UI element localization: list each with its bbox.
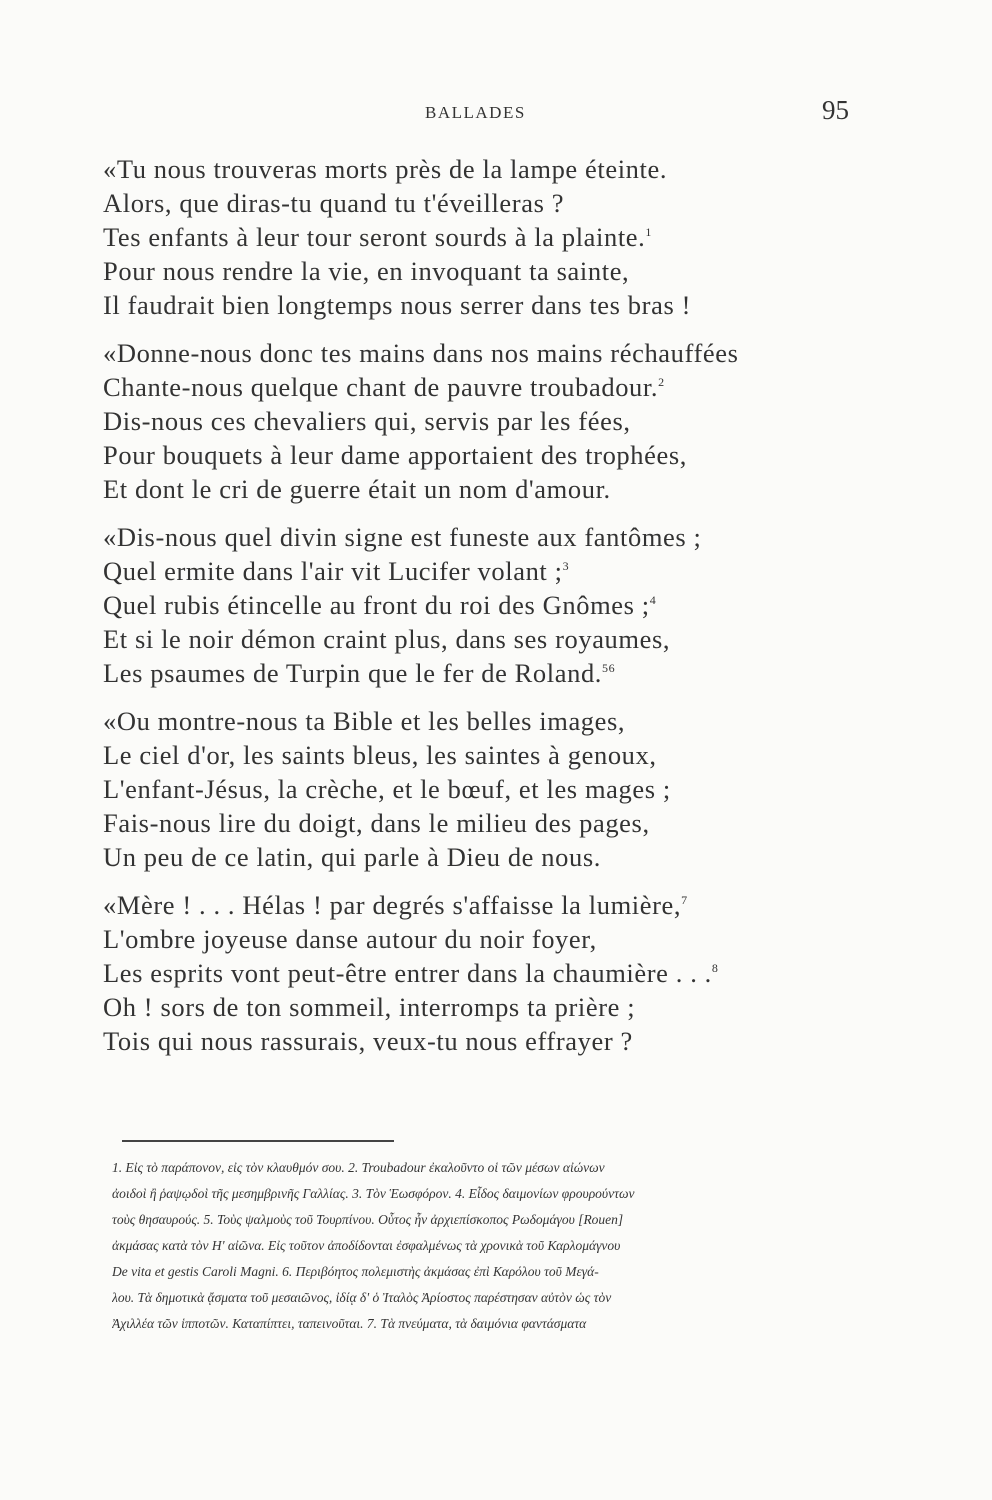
verse-text: Les esprits vont peut-être entrer dans la chaumière . . .	[103, 958, 712, 988]
stanza-1	[103, 152, 893, 322]
verse-line	[103, 956, 893, 990]
verse-text: Oh ! sors de ton sommeil, interromps ta prière ;	[103, 992, 636, 1022]
verse-line	[103, 472, 893, 506]
verse-line	[103, 336, 893, 370]
poem-body	[103, 152, 893, 1072]
verse-line	[103, 186, 893, 220]
verse-line	[103, 656, 893, 690]
verse-text: «Mère ! . . . Hélas ! par degrés s'affaisse la lumière,	[103, 890, 682, 920]
footnote-ref[interactable]: 3	[562, 559, 570, 574]
verse-line	[103, 922, 893, 956]
verse-text: Tois qui nous rassurais, veux-tu nous effrayer ?	[103, 1026, 633, 1056]
verse-line	[103, 772, 893, 806]
footnote-line: τοὺς θησαυρούς. 5. Τοὺς ψαλμοὺς τοῦ Τουρπίνου. Οὗτος ἦν ἀρχιεπίσκοπος Ρωδομάγου [Rouen]	[112, 1212, 624, 1227]
verse-text: L'ombre joyeuse danse autour du noir foyer,	[103, 924, 597, 954]
verse-text: Les psaumes de Turpin que le fer de Roland.	[103, 658, 603, 688]
verse-line	[103, 738, 893, 772]
verse-line	[103, 370, 893, 404]
verse-text: Quel ermite dans l'air vit Lucifer volant ;	[103, 556, 563, 586]
footnote-ref[interactable]: 5	[602, 661, 609, 676]
footnote-line: Ἀχιλλέα τῶν ἱπποτῶν. Καταπίπτει, ταπεινοῦται. 7. Τὰ πνεύματα, τὰ δαιμόνια φαντάσματα	[112, 1316, 587, 1331]
verse-line	[103, 840, 893, 874]
stanza-4	[103, 704, 893, 874]
verse-text: Pour bouquets à leur dame apportaient des trophées,	[103, 440, 687, 470]
stanza-5	[103, 888, 893, 1058]
verse-text: Il faudrait bien longtemps nous serrer dans tes bras !	[103, 290, 692, 320]
verse-line	[103, 404, 893, 438]
stanza-3	[103, 520, 893, 690]
running-title: BALLADES	[425, 103, 526, 122]
verse-line	[103, 554, 893, 588]
verse-text: «Donne-nous donc tes mains dans nos mains réchauffées	[103, 338, 739, 368]
page-number: 95	[822, 95, 849, 125]
footnotes	[112, 1155, 882, 1337]
verse-line	[103, 152, 893, 186]
verse-line	[103, 622, 893, 656]
verse-text: Alors, que diras-tu quand tu t'éveilleras ?	[103, 188, 565, 218]
stanza-2	[103, 336, 893, 506]
footnote-ref[interactable]: 8	[711, 961, 719, 976]
footnote-line: 1. Εἰς τὸ παράπονον, εἰς τὸν κλαυθμόν σου. 2. Troubadour ἐκαλοῦντο οἱ τῶν μέσων αἰώνων	[112, 1160, 605, 1175]
verse-text: Un peu de ce latin, qui parle à Dieu de nous.	[103, 842, 601, 872]
verse-line	[103, 220, 893, 254]
footnote-ref[interactable]: 2	[658, 375, 665, 390]
footnote-ref[interactable]: 7	[681, 893, 688, 908]
verse-text: «Ou montre-nous ta Bible et les belles images,	[103, 706, 626, 736]
verse-line	[103, 704, 893, 738]
verse-text: Quel rubis étincelle au front du roi des Gnômes ;	[103, 590, 650, 620]
verse-text: Chante-nous quelque chant de pauvre troubadour.	[103, 372, 659, 402]
verse-line	[103, 520, 893, 554]
footnote-ref[interactable]: 6	[608, 661, 616, 676]
footnote-line: ἀκμάσας κατὰ τὸν Η' αἰῶνα. Εἰς τοῦτον ἀποδίδονται ἐσφαλμένως τὰ χρονικὰ τοῦ Καρλομάγνου	[112, 1238, 621, 1253]
footnote-line: De vita et gestis Caroli Magni. 6. Περιβόητος πολεμιστὴς ἀκμάσας ἐπὶ Καρόλου τοῦ Μεγά-	[112, 1264, 599, 1279]
footnote-divider	[122, 1140, 394, 1142]
verse-text: «Tu nous trouveras morts près de la lampe éteinte.	[103, 154, 668, 184]
verse-line	[103, 588, 893, 622]
verse-text: Tes enfants à leur tour seront sourds à la plainte.	[103, 222, 646, 252]
verse-line	[103, 888, 893, 922]
page-header	[0, 95, 992, 125]
verse-text: Pour nous rendre la vie, en invoquant ta sainte,	[103, 256, 630, 286]
verse-text: Le ciel d'or, les saints bleus, les saintes à genoux,	[103, 740, 657, 770]
verse-line	[103, 288, 893, 322]
verse-text: Fais-nous lire du doigt, dans le milieu des pages,	[103, 808, 650, 838]
verse-line	[103, 254, 893, 288]
verse-text: L'enfant-Jésus, la crèche, et le bœuf, et les mages ;	[103, 774, 671, 804]
verse-text: Et dont le cri de guerre était un nom d'amour.	[103, 474, 611, 504]
footnote-ref[interactable]: 1	[645, 225, 653, 240]
verse-text: Et si le noir démon craint plus, dans ses royaumes,	[103, 624, 671, 654]
footnote-line: λου. Τὰ δημοτικὰ ᾄσματα τοῦ μεσαιῶνος, ἰδίᾳ δ' ὁ Ἰταλὸς Ἀρίοστος παρέστησαν αὐτὸν ὡς τὸν	[112, 1290, 612, 1305]
verse-line	[103, 990, 893, 1024]
verse-text: Dis-nous ces chevaliers qui, servis par les fées,	[103, 406, 631, 436]
footnote-ref[interactable]: 4	[649, 593, 657, 608]
verse-line	[103, 438, 893, 472]
verse-line	[103, 806, 893, 840]
verse-text: «Dis-nous quel divin signe est funeste aux fantômes ;	[103, 522, 702, 552]
verse-line	[103, 1024, 893, 1058]
footnote-line: ἀοιδοὶ ἢ ῥαψῳδοὶ τῆς μεσημβρινῆς Γαλλίας. 3. Τὸν Ἑωσφόρον. 4. Εἶδος δαιμονίων φρουρούντων	[112, 1186, 635, 1201]
